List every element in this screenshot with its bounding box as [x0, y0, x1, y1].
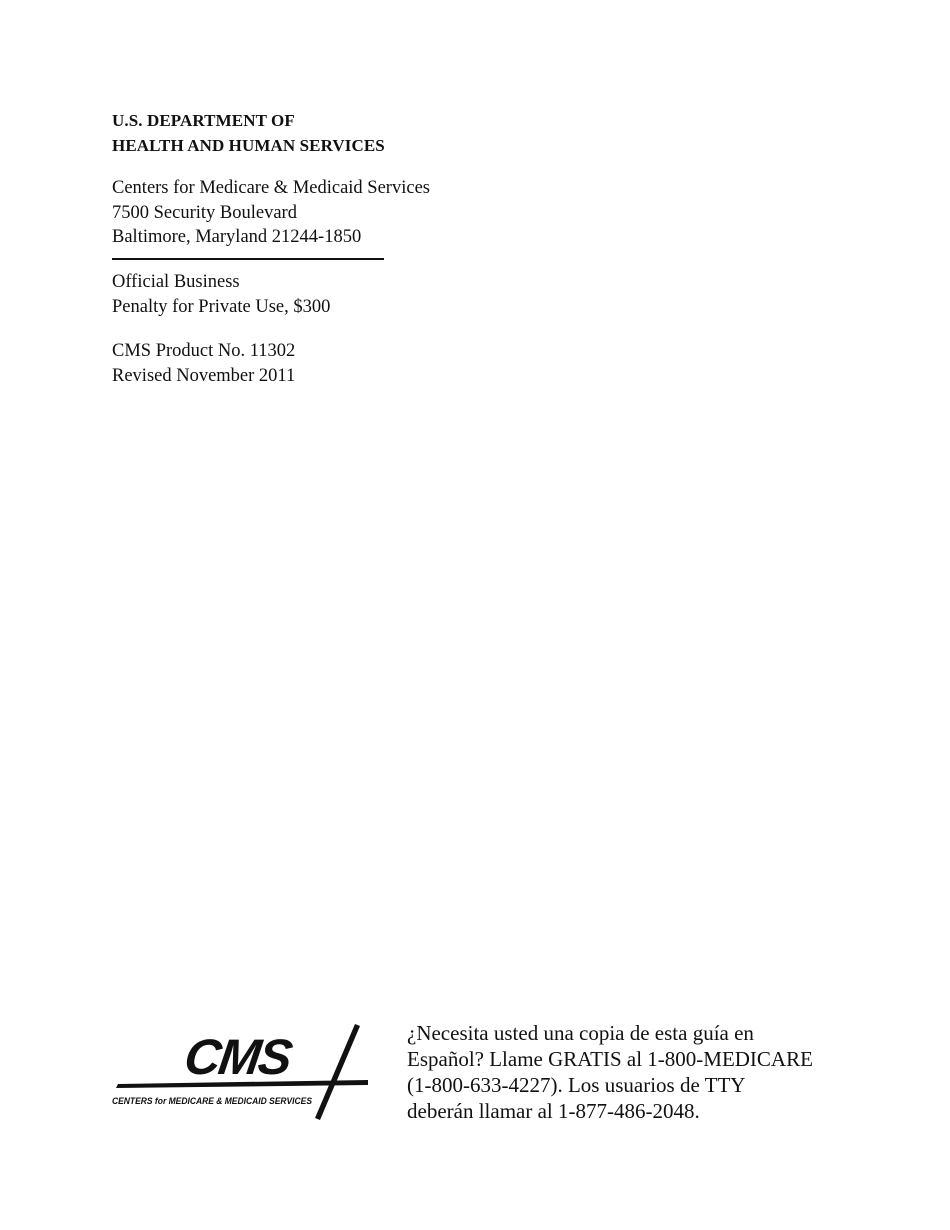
- address-divider: [112, 258, 384, 260]
- business-line-2: Penalty for Private Use, $300: [112, 296, 331, 317]
- cms-logo-graphic: [112, 1022, 372, 1122]
- cms-tagline: CENTERS for MEDICARE & MEDICAID SERVICES: [112, 1096, 313, 1106]
- spanish-line-4: deberán llamar al 1-877-486-2048.: [407, 1099, 700, 1123]
- product-info: [112, 339, 295, 388]
- spanish-line-1: ¿Necesita usted una copia de esta guía en: [407, 1021, 754, 1045]
- spanish-line-3: (1-800-633-4227). Los usuarios de TTY: [407, 1073, 746, 1097]
- cms-wordmark: CMS: [181, 1029, 295, 1085]
- cms-logo-icon: [112, 1022, 372, 1122]
- product-revised: Revised November 2011: [112, 365, 296, 386]
- spanish-line-2: Español? Llame GRATIS al 1-800-MEDICARE: [407, 1047, 813, 1071]
- address-org: Centers for Medicare & Medicaid Services: [112, 178, 430, 198]
- department-line-2: HEALTH AND HUMAN SERVICES: [112, 136, 385, 155]
- address-street: 7500 Security Boulevard: [112, 202, 297, 223]
- return-address: [112, 176, 430, 250]
- spanish-notice: [407, 1020, 847, 1124]
- business-line-1: Official Business: [112, 272, 240, 292]
- address-city: Baltimore, Maryland 21244-1850: [112, 227, 362, 247]
- department-line-1: U.S. DEPARTMENT OF: [112, 111, 295, 130]
- official-business: [112, 270, 330, 319]
- product-number: CMS Product No. 11302: [112, 341, 296, 361]
- department-heading: [112, 108, 385, 158]
